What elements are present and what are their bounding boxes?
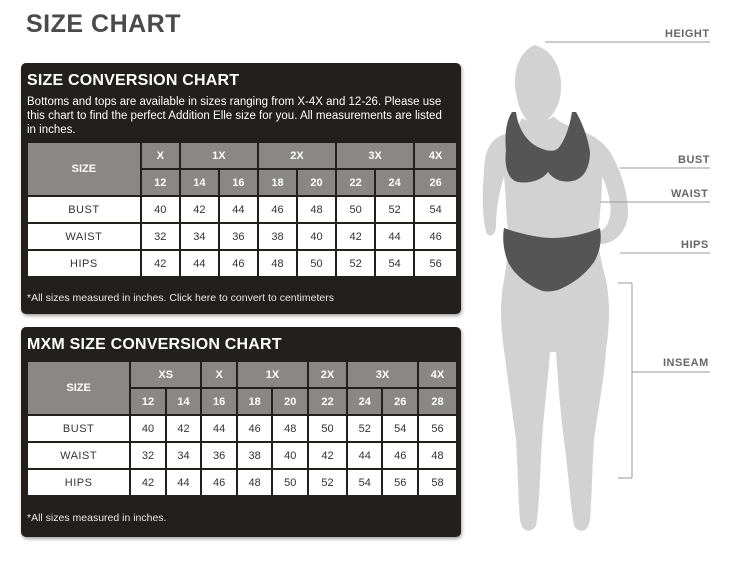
header-row — [28, 362, 456, 387]
measurement-value: 48 — [298, 197, 335, 222]
body-measurement-figure — [460, 0, 737, 559]
measurement-value: 36 — [202, 443, 236, 468]
measurement-label: BUST — [28, 416, 129, 441]
page-title: SIZE CHART — [26, 10, 181, 38]
numeric-size-header: 26 — [383, 389, 417, 414]
measurement-value: 48 — [259, 251, 296, 276]
measurement-value: 56 — [415, 251, 456, 276]
panel-title: MXM SIZE CONVERSION CHART — [27, 336, 282, 353]
size-group-header: XS — [131, 362, 200, 387]
waist-label: WAIST — [671, 188, 709, 200]
measurement-value: 34 — [167, 443, 201, 468]
measurement-label: HIPS — [28, 251, 140, 276]
numeric-size-header: 20 — [273, 389, 307, 414]
measurement-value: 46 — [383, 443, 417, 468]
height-label: HEIGHT — [665, 28, 710, 40]
measurement-value: 38 — [259, 224, 296, 249]
measurement-value: 40 — [273, 443, 307, 468]
size-group-header: 2X — [309, 362, 346, 387]
size-group-header: 4X — [415, 143, 456, 168]
measurement-value: 40 — [131, 416, 165, 441]
measurement-value: 46 — [238, 416, 272, 441]
numeric-size-header: 14 — [167, 389, 201, 414]
measurement-value: 36 — [220, 224, 257, 249]
size-group-header: 3X — [348, 362, 417, 387]
measurement-value: 44 — [202, 416, 236, 441]
numeric-size-header: 26 — [415, 170, 456, 195]
numeric-size-header: 18 — [259, 170, 296, 195]
measurement-value: 42 — [167, 416, 201, 441]
numeric-size-header: 24 — [376, 170, 413, 195]
measurement-value: 46 — [415, 224, 456, 249]
measurement-value: 42 — [181, 197, 218, 222]
table-row — [28, 197, 456, 222]
measurement-value: 58 — [419, 470, 456, 495]
hips-label: HIPS — [681, 239, 709, 251]
measurement-value: 42 — [337, 224, 374, 249]
measurement-value: 48 — [273, 416, 307, 441]
measurement-value: 44 — [181, 251, 218, 276]
size-group-header: 1X — [238, 362, 307, 387]
numeric-size-header: 22 — [309, 389, 346, 414]
measurement-value: 32 — [142, 224, 179, 249]
measurement-value: 40 — [298, 224, 335, 249]
panel-description: Bottoms and tops are available in sizes ranging from X-4X and 12-26. Please use this chart to find the perfect Addition Elle size for you. All measurements are listed in inches. — [27, 96, 442, 136]
measurement-value: 52 — [376, 197, 413, 222]
table-row — [28, 416, 456, 441]
measurement-value: 40 — [142, 197, 179, 222]
mxm-size-conversion-panel — [21, 327, 461, 537]
measurement-value: 34 — [181, 224, 218, 249]
inseam-label: INSEAM — [663, 357, 709, 369]
numeric-size-header: 20 — [298, 170, 335, 195]
size-header: SIZE — [28, 143, 140, 195]
body-silhouette-icon — [460, 0, 737, 559]
measurement-value: 54 — [415, 197, 456, 222]
size-group-header: X — [142, 143, 179, 168]
bust-label: BUST — [678, 154, 710, 166]
measurement-value: 42 — [131, 470, 165, 495]
numeric-size-header: 12 — [131, 389, 165, 414]
numeric-size-header: 28 — [419, 389, 456, 414]
measurement-value: 50 — [298, 251, 335, 276]
numeric-size-header: 12 — [142, 170, 179, 195]
measurement-value: 54 — [376, 251, 413, 276]
table-row — [28, 251, 456, 276]
measurement-value: 46 — [202, 470, 236, 495]
measurement-label: WAIST — [28, 443, 129, 468]
measurement-value: 44 — [220, 197, 257, 222]
panel-title: SIZE CONVERSION CHART — [27, 72, 240, 89]
numeric-size-header: 22 — [337, 170, 374, 195]
size-conversion-panel — [21, 63, 461, 314]
measurement-label: WAIST — [28, 224, 140, 249]
numeric-size-header: 16 — [220, 170, 257, 195]
measurement-value: 54 — [383, 416, 417, 441]
measurement-value: 44 — [167, 470, 201, 495]
header-row — [28, 143, 456, 168]
size-conversion-table — [26, 141, 458, 278]
measurement-value: 50 — [309, 416, 346, 441]
measurement-value: 46 — [259, 197, 296, 222]
footnote: *All sizes measured in inches. — [27, 512, 167, 524]
measurement-value: 52 — [348, 416, 382, 441]
mxm-size-conversion-table — [26, 360, 458, 497]
measurement-label: BUST — [28, 197, 140, 222]
table-row — [28, 470, 456, 495]
size-group-header: 4X — [419, 362, 456, 387]
measurement-value: 48 — [419, 443, 456, 468]
table-row — [28, 224, 456, 249]
measurement-value: 56 — [383, 470, 417, 495]
measurement-value: 52 — [309, 470, 346, 495]
measurement-value: 44 — [348, 443, 382, 468]
measurement-value: 44 — [376, 224, 413, 249]
measurement-label: HIPS — [28, 470, 129, 495]
table-row — [28, 443, 456, 468]
numeric-size-header: 24 — [348, 389, 382, 414]
numeric-size-header: 14 — [181, 170, 218, 195]
measurement-value: 42 — [142, 251, 179, 276]
measurement-value: 38 — [238, 443, 272, 468]
measurement-value: 42 — [309, 443, 346, 468]
footnote-convert-link[interactable]: *All sizes measured in inches. Click here to convert to centimeters — [27, 292, 334, 304]
measurement-value: 48 — [238, 470, 272, 495]
numeric-size-header: 18 — [238, 389, 272, 414]
numeric-size-header: 16 — [202, 389, 236, 414]
size-header: SIZE — [28, 362, 129, 414]
size-group-header: X — [202, 362, 236, 387]
measurement-value: 52 — [337, 251, 374, 276]
size-group-header: 2X — [259, 143, 335, 168]
measurement-value: 56 — [419, 416, 456, 441]
measurement-value: 54 — [348, 470, 382, 495]
measurement-value: 46 — [220, 251, 257, 276]
measurement-value: 32 — [131, 443, 165, 468]
measurement-value: 50 — [337, 197, 374, 222]
measurement-value: 50 — [273, 470, 307, 495]
size-group-header: 1X — [181, 143, 257, 168]
size-group-header: 3X — [337, 143, 413, 168]
